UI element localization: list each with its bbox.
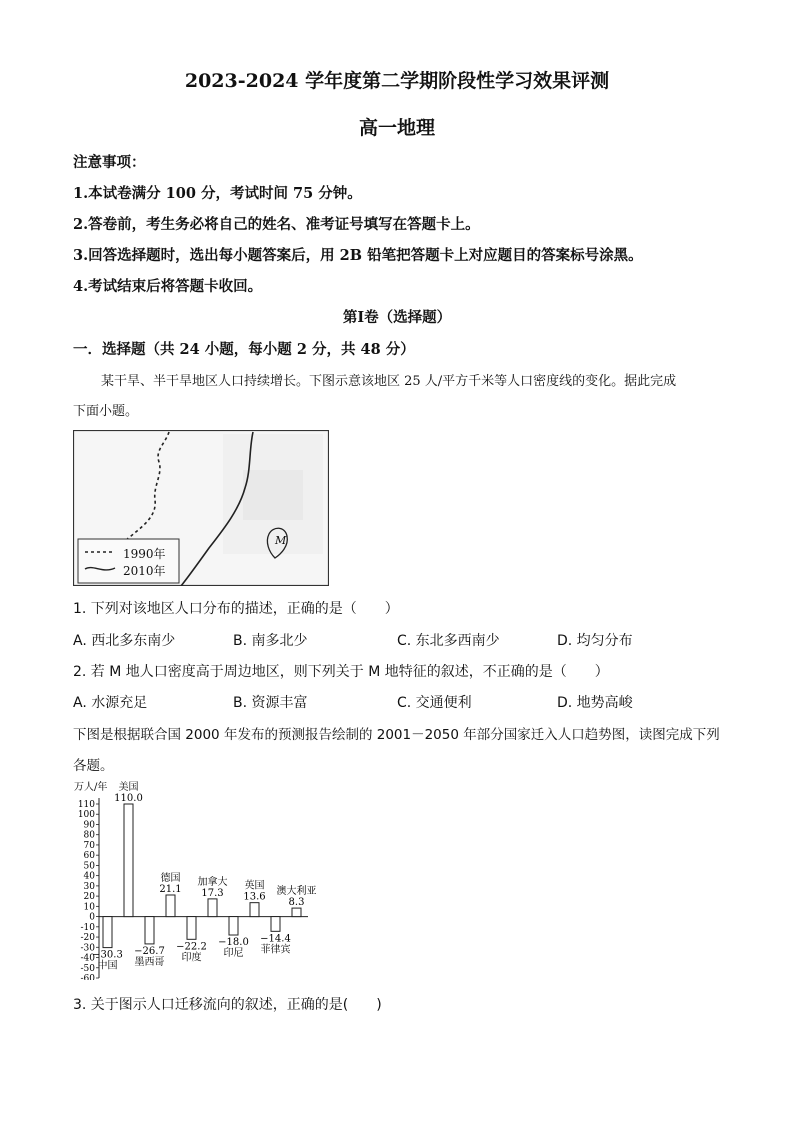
- y-axis-label: 万人/年: [74, 782, 108, 793]
- region-m-label: M: [275, 534, 287, 547]
- passage-line: 下面小题。: [73, 404, 139, 419]
- y-tick-label: 110: [77, 800, 95, 810]
- notice-item: 2.答卷前，考生务必将自己的姓名、准考证号填写在答题卡上。: [73, 216, 480, 233]
- category-label: 中国: [97, 960, 118, 972]
- population-density-map: [73, 430, 329, 586]
- data-label: 17.3: [201, 887, 224, 899]
- category-label: 加拿大: [197, 876, 228, 888]
- question-stem: 3. 关于图示人口迁移流向的叙述，正确的是( ): [73, 997, 382, 1013]
- bar: [250, 903, 259, 917]
- y-tick-label: 60: [83, 851, 95, 862]
- notice-item: 4.考试结束后将答题卡收回。: [73, 278, 263, 295]
- part-label: 第Ⅰ卷（选择题）: [342, 309, 452, 326]
- y-tick-label: -60: [80, 974, 95, 980]
- data-label: −14.4: [260, 933, 291, 945]
- data-label: 21.1: [159, 883, 182, 895]
- bar: [166, 895, 175, 917]
- notice-item: 1.本试卷满分 100 分，考试时间 75 分钟。: [73, 185, 362, 202]
- category-label: 澳大利亚: [276, 886, 317, 898]
- data-label: −18.0: [218, 937, 249, 949]
- y-tick-label: -50: [80, 963, 95, 974]
- y-tick-label: 30: [83, 881, 95, 892]
- y-tick-label: 10: [83, 902, 95, 913]
- option-d[interactable]: D. 地势高峻: [557, 695, 633, 711]
- notice-item: 3.回答选择题时，选出每小题答案后，用 2B 铅笔把答题卡上对应题目的答案标号涂黑。: [73, 247, 643, 264]
- option-c[interactable]: C. 东北多西南少: [397, 633, 500, 649]
- legend-1990: 1990年: [123, 547, 166, 561]
- passage-line: 下图是根据联合国 2000 年发布的预测报告绘制的 2001－2050 年部分国家迁入人口趋势图，读图完成下列: [73, 727, 720, 743]
- option-a[interactable]: A. 水源充足: [73, 695, 148, 711]
- option-d[interactable]: D. 均匀分布: [557, 633, 633, 649]
- data-label: 13.6: [243, 891, 266, 903]
- category-label: 印度: [181, 952, 202, 964]
- category-label: 墨西哥: [134, 956, 165, 968]
- section-heading: 一．选择题（共 24 小题，每小题 2 分，共 48 分）: [73, 341, 415, 358]
- y-tick-label: 0: [89, 912, 95, 923]
- category-label: 印尼: [223, 948, 244, 960]
- option-a[interactable]: A. 西北多东南少: [73, 633, 176, 649]
- passage-line: 各题。: [73, 758, 114, 774]
- exam-subject: 高一地理: [358, 117, 435, 139]
- y-tick-label: -30: [80, 943, 95, 954]
- option-b[interactable]: B. 南多北少: [233, 633, 308, 649]
- data-label: 8.3: [288, 897, 305, 909]
- y-tick-label: 90: [83, 820, 95, 831]
- option-b[interactable]: B. 资源丰富: [233, 695, 308, 711]
- bar: [271, 917, 280, 932]
- bar: [145, 917, 154, 944]
- notice-heading: 注意事项：: [73, 154, 146, 171]
- y-tick-label: 70: [83, 840, 95, 851]
- bar: [103, 917, 112, 948]
- bar: [229, 917, 238, 935]
- category-label: 美国: [118, 782, 139, 793]
- migration-chart: [72, 778, 332, 980]
- question-stem: 1. 下列对该地区人口分布的描述，正确的是（ ）: [73, 601, 399, 617]
- data-label: 110.0: [114, 793, 143, 804]
- option-c[interactable]: C. 交通便利: [397, 695, 472, 711]
- category-label: 菲律宾: [260, 944, 291, 956]
- y-tick-label: -40: [80, 953, 95, 964]
- bar: [208, 899, 217, 917]
- category-label: 德国: [160, 872, 181, 884]
- y-tick-label: 100: [77, 810, 95, 821]
- y-tick-label: -10: [80, 922, 95, 933]
- y-tick-label: 40: [83, 871, 95, 882]
- y-tick-label: 50: [83, 861, 95, 872]
- exam-title: 2023-2024 学年度第二学期阶段性学习效果评测: [184, 70, 610, 92]
- y-tick-label: -20: [80, 933, 95, 944]
- y-tick-label: 80: [83, 830, 95, 841]
- data-label: −26.7: [134, 945, 165, 957]
- data-label: −30.3: [92, 949, 123, 961]
- bar: [187, 917, 196, 940]
- category-label: 英国: [244, 880, 265, 892]
- question-stem: 2. 若 M 地人口密度高于周边地区，则下列关于 M 地特征的叙述，不正确的是（ ）: [73, 664, 609, 680]
- y-tick-label: 20: [83, 892, 95, 903]
- legend-2010: 2010年: [123, 564, 166, 578]
- data-label: −22.2: [176, 941, 207, 953]
- bar: [292, 908, 301, 916]
- bar: [124, 804, 133, 917]
- passage-line: 某干旱、半干旱地区人口持续增长。下图示意该地区 25 人/平方千米等人口密度线的变化。据此完成: [101, 374, 677, 389]
